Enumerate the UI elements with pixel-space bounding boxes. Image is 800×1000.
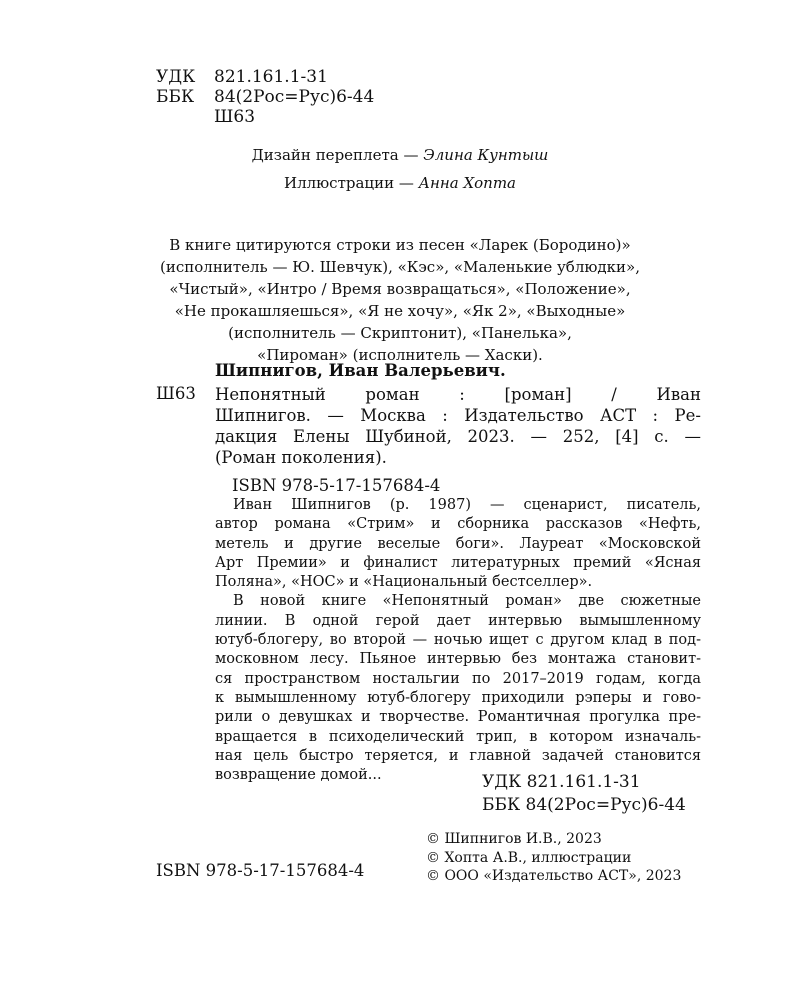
bbk-value: 84(2Рос=Рус)6-44 bbox=[214, 87, 375, 107]
cover-design-credit bbox=[0, 146, 800, 164]
annotation-line: к вымышленному ютуб-блогеру приходили рэперы и гово- bbox=[215, 689, 701, 706]
udk-row bbox=[156, 67, 374, 87]
copyright-notices bbox=[426, 830, 681, 886]
annotation-line: ютуб-блогеру, во второй — ночью ищет с другом клад в под- bbox=[215, 632, 701, 649]
catalog-line: Непонятный роман : [роман] / Иван bbox=[215, 385, 701, 404]
songs-note-line: «Не прокашляешься», «Я не хочу», «Як 2», «Выходные» bbox=[174, 302, 626, 320]
annotation-line: ная цель быстро теряется, и главной задачей становится bbox=[215, 747, 701, 764]
classification-codes-bottom bbox=[482, 771, 686, 817]
udk-label: УДК bbox=[156, 67, 196, 87]
annotation-line: ся пространством ностальгии по 2017–2019 годам, когда bbox=[215, 670, 701, 687]
annotation-line: метель и другие веселые боги». Лауреат «Московской bbox=[215, 535, 701, 552]
songs-note-line: (исполнитель — Ю. Шевчук), «Кэс», «Маленькие ублюдки», bbox=[160, 258, 640, 276]
songs-note-line: «Пироман» (исполнитель — Хаски). bbox=[257, 346, 543, 364]
annotation-line: московном лесу. Пьяное интервью без монтажа становит- bbox=[215, 651, 701, 668]
annotation-line: В новой книге «Непонятный роман» две сюжетные bbox=[233, 593, 701, 610]
copyright-line: © ООО «Издательство АСТ», 2023 bbox=[426, 868, 682, 884]
illustration-credit bbox=[0, 174, 800, 192]
cover-design-label: Дизайн переплета — bbox=[251, 146, 419, 164]
illustrator-name: Анна Хопта bbox=[418, 174, 516, 192]
copyright-line: © Хопта А.В., иллюстрации bbox=[426, 849, 632, 866]
songs-citation-note bbox=[0, 234, 800, 366]
catalog-author-mark: Ш63 bbox=[156, 384, 196, 403]
book-annotation bbox=[215, 496, 701, 785]
catalog-line: дакция Елены Шубиной, 2023. — 252, [4] с. — bbox=[215, 427, 701, 446]
udk-code: УДК 821.161.1-31 bbox=[482, 772, 641, 792]
catalog-author-heading: Шипнигов, Иван Валерьевич. bbox=[215, 361, 506, 380]
cover-designer-name: Элина Кунтыш bbox=[423, 146, 549, 164]
author-mark: Ш63 bbox=[214, 107, 256, 127]
udk-value: 821.161.1-31 bbox=[214, 67, 328, 87]
catalog-line: Шипнигов. — Москва : Издательство АСТ : Ре- bbox=[215, 406, 701, 425]
annotation-line: вращается в психоделический трип, в котором изначаль- bbox=[215, 728, 701, 745]
annotation-line: рили о девушках и творчестве. Романтичная прогулка пре- bbox=[215, 709, 701, 726]
bbk-row bbox=[156, 87, 374, 107]
songs-note-line: (исполнитель — Скриптонит), «Панелька», bbox=[228, 324, 572, 342]
bbk-label: ББК bbox=[156, 87, 195, 107]
classification-codes-top bbox=[156, 67, 374, 127]
annotation-line: Поляна», «НОС» и «Национальный бестселлер». bbox=[215, 574, 593, 591]
catalog-line: (Роман поколения). bbox=[215, 448, 387, 467]
catalog-isbn: ISBN 978-5-17-157684-4 bbox=[232, 476, 441, 495]
author-mark-row bbox=[156, 107, 374, 127]
illustration-label: Иллюстрации — bbox=[283, 174, 414, 192]
annotation-line: Арт Премии» и финалист литературных премий «Ясная bbox=[215, 554, 701, 571]
annotation-line: автор романа «Стрим» и сборника рассказов «Нефть, bbox=[215, 516, 701, 533]
isbn: ISBN 978-5-17-157684-4 bbox=[156, 861, 365, 880]
catalog-description bbox=[215, 384, 701, 468]
annotation-line: Иван Шипнигов (р. 1987) — сценарист, писатель, bbox=[233, 497, 701, 513]
bbk-code: ББК 84(2Рос=Рус)6-44 bbox=[482, 795, 686, 815]
annotation-line: возвращение домой... bbox=[215, 767, 382, 784]
annotation-line: линии. В одной герой дает интервью вымышленному bbox=[215, 612, 701, 629]
songs-note-line: «Чистый», «Интро / Время возвращаться», «Положение», bbox=[169, 280, 631, 298]
copyright-line: © Шипнигов И.В., 2023 bbox=[426, 831, 602, 847]
songs-note-line: В книге цитируются строки из песен «Ларек (Бородино)» bbox=[169, 236, 631, 254]
